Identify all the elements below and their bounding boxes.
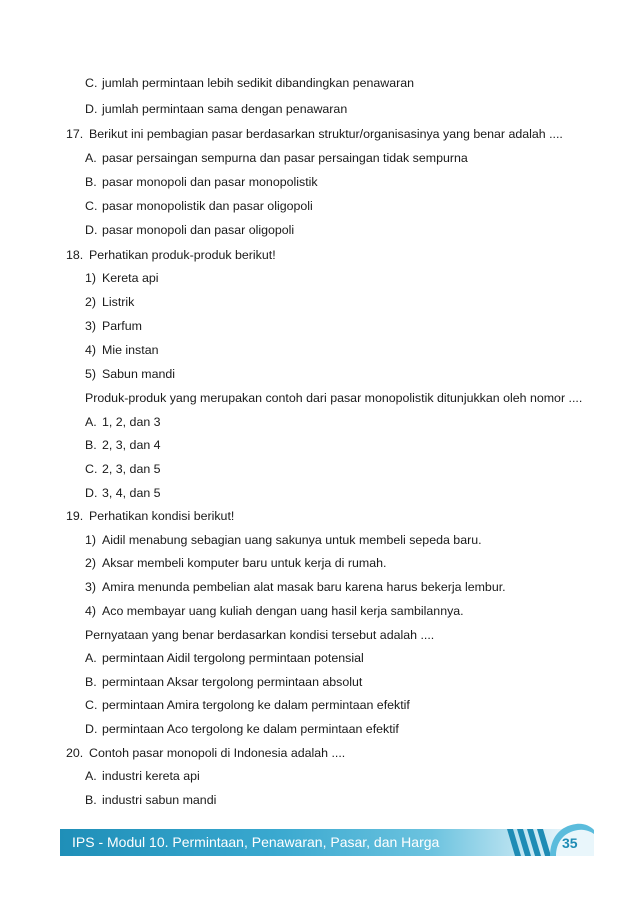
question-stem: [85, 627, 434, 643]
option-line: [85, 555, 386, 571]
option-line: [85, 768, 200, 784]
option-line: [85, 198, 313, 214]
option-marker: 5): [85, 367, 97, 381]
option-marker: D.: [85, 486, 98, 500]
line-text: pasar persaingan sempurna dan pasar persaingan tidak sempurna: [102, 151, 468, 165]
line-text: Berikut ini pembagian pasar berdasarkan struktur/organisasinya yang benar adalah ....: [89, 127, 563, 141]
line-text: 3, 4, dan 5: [102, 486, 161, 500]
line-text: jumlah permintaan lebih sedikit dibandingkan penawaran: [102, 76, 415, 90]
line-text: Sabun mandi: [102, 367, 176, 381]
line-text: Aco membayar uang kuliah dengan uang hasil kerja sambilannya.: [102, 604, 464, 618]
option-line: [85, 101, 347, 117]
option-line: [85, 150, 468, 166]
option-line: [85, 75, 414, 91]
line-text: Perhatikan produk-produk berikut!: [89, 248, 276, 262]
question-number: 17.: [66, 127, 84, 141]
page-number: 35: [562, 835, 578, 851]
question-line: [66, 745, 345, 761]
option-marker: 4): [85, 604, 97, 618]
option-marker: B.: [85, 175, 97, 189]
option-marker: C.: [85, 698, 98, 712]
line-text: 2, 3, dan 4: [102, 438, 161, 452]
option-line: [85, 414, 161, 430]
option-marker: 3): [85, 580, 97, 594]
line-text: permintaan Aksar tergolong permintaan absolut: [102, 675, 363, 689]
line-text: Aksar membeli komputer baru untuk kerja di rumah.: [102, 556, 387, 570]
option-line: [85, 532, 482, 548]
option-line: [85, 270, 158, 286]
option-marker: 1): [85, 533, 97, 547]
line-text: 2, 3, dan 5: [102, 462, 161, 476]
option-marker: 2): [85, 295, 97, 309]
line-text: Mie instan: [102, 343, 159, 357]
line-text: permintaan Aco tergolong ke dalam permintaan efektif: [102, 722, 399, 736]
option-marker: A.: [85, 415, 97, 429]
option-line: [85, 603, 464, 619]
option-marker: C.: [85, 462, 98, 476]
line-text: industri sabun mandi: [102, 793, 217, 807]
option-marker: B.: [85, 793, 97, 807]
option-line: [85, 721, 399, 737]
option-marker: 3): [85, 319, 97, 333]
line-text: permintaan Aidil tergolong permintaan potensial: [102, 651, 364, 665]
line-text: Contoh pasar monopoli di Indonesia adalah ....: [89, 746, 346, 760]
question-number: 18.: [66, 248, 84, 262]
line-text: 1, 2, dan 3: [102, 415, 161, 429]
option-line: [85, 674, 362, 690]
option-marker: D.: [85, 102, 98, 116]
line-text: pasar monopolistik dan pasar oligopoli: [102, 199, 313, 213]
option-line: [85, 650, 364, 666]
line-text: pasar monopoli dan pasar oligopoli: [102, 223, 295, 237]
option-marker: A.: [85, 151, 97, 165]
option-marker: C.: [85, 199, 98, 213]
question-number: 19.: [66, 509, 84, 523]
option-marker: D.: [85, 722, 98, 736]
option-line: [85, 342, 158, 358]
option-marker: 4): [85, 343, 97, 357]
option-marker: 1): [85, 271, 97, 285]
line-text: Perhatikan kondisi berikut!: [89, 509, 235, 523]
option-line: [85, 366, 175, 382]
footer-bar: [60, 829, 591, 856]
option-marker: B.: [85, 438, 97, 452]
line-text: industri kereta api: [102, 769, 200, 783]
option-line: [85, 461, 161, 477]
option-marker: A.: [85, 769, 97, 783]
option-line: [85, 697, 410, 713]
option-marker: A.: [85, 651, 97, 665]
option-line: [85, 222, 294, 238]
option-line: [85, 579, 506, 595]
question-stem: [85, 390, 582, 406]
line-text: Listrik: [102, 295, 135, 309]
question-line: [66, 508, 234, 524]
line-text: Kereta api: [102, 271, 159, 285]
option-line: [85, 485, 161, 501]
option-marker: D.: [85, 223, 98, 237]
question-line: [66, 126, 563, 142]
question-line: [66, 247, 276, 263]
option-line: [85, 174, 318, 190]
question-number: 20.: [66, 746, 84, 760]
line-text: Amira menunda pembelian alat masak baru karena harus bekerja lembur.: [102, 580, 506, 594]
line-text: pasar monopoli dan pasar monopolistik: [102, 175, 318, 189]
line-text: Pernyataan yang benar berdasarkan kondisi tersebut adalah ....: [85, 628, 435, 642]
option-marker: B.: [85, 675, 97, 689]
line-text: Parfum: [102, 319, 142, 333]
line-text: Produk-produk yang merupakan contoh dari pasar monopolistik ditunjukkan oleh nomor ....: [85, 391, 583, 405]
line-text: jumlah permintaan sama dengan penawaran: [102, 102, 348, 116]
option-marker: C.: [85, 76, 98, 90]
module-title: IPS - Modul 10. Permintaan, Penawaran, Pasar, dan Harga: [72, 834, 440, 850]
line-text: Aidil menabung sebagian uang sakunya untuk membeli sepeda baru.: [102, 533, 482, 547]
option-line: [85, 318, 142, 334]
option-line: [85, 437, 161, 453]
option-line: [85, 792, 216, 808]
option-marker: 2): [85, 556, 97, 570]
line-text: permintaan Amira tergolong ke dalam permintaan efektif: [102, 698, 410, 712]
option-line: [85, 294, 134, 310]
